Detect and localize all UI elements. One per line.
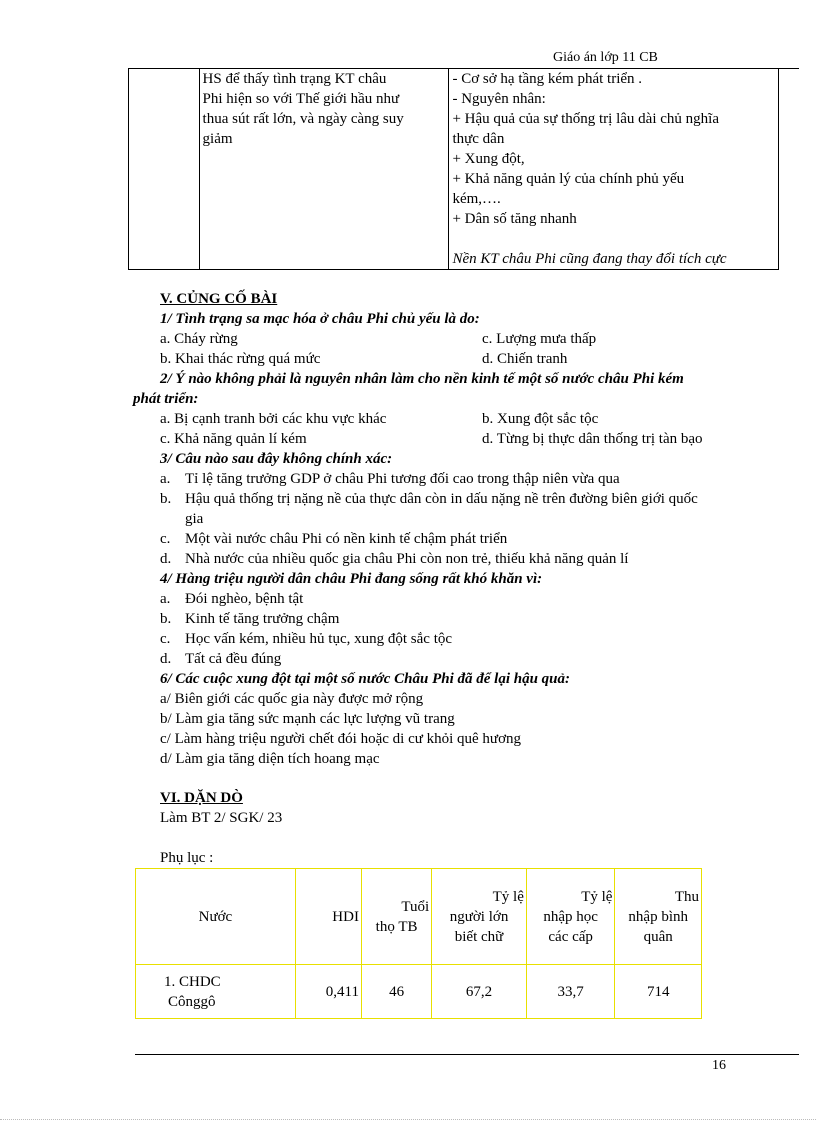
header-cell-enroll: [526, 869, 615, 965]
col2-line: giảm: [202, 131, 233, 147]
q4-option-a: Đói nghèo, bệnh tật: [185, 591, 304, 607]
header-text: Tỷ lệ: [492, 888, 524, 905]
q6-option-a: a/ Biên giới các quốc gia này được mở rộng: [160, 691, 424, 707]
q3-option-b-line-1: Hậu quả thống trị nặng nề của thực dân còn in dấu nặng nề trên đường biên giới quốc: [185, 491, 698, 507]
cell-income: 714: [615, 965, 702, 1019]
header-text: Tỷ lệ: [581, 888, 613, 905]
header-text: nhập bình: [628, 908, 688, 925]
appendix-table: [135, 868, 702, 1019]
cell-hdi: 0,411: [295, 965, 361, 1019]
continuation-col-3: [449, 69, 779, 270]
header-text: Nước: [198, 908, 233, 925]
question-2-line-2: phát triển:: [133, 391, 199, 407]
appendix-header-row: [136, 869, 702, 965]
section-6-title: VI. DẶN DÒ: [160, 790, 243, 806]
table-row: [136, 965, 702, 1019]
page-header: Giáo án lớp 11 CB: [553, 50, 658, 65]
q4-marker-b: b.: [160, 611, 172, 627]
q4-marker-a: a.: [160, 591, 171, 607]
page-number: 16: [712, 1058, 726, 1073]
header-text: Tuổi: [401, 898, 430, 915]
col2-line: Phi hiện so với Thế giới hầu như: [202, 91, 400, 107]
cell-literacy: 67,2: [432, 965, 527, 1019]
homework-text: Làm BT 2/ SGK/ 23: [160, 810, 283, 826]
q4-option-d: Tất cả đều đúng: [185, 651, 282, 667]
header-text: các cấp: [548, 928, 593, 945]
q3-marker-b: b.: [160, 491, 172, 507]
col3-line: - Cơ sở hạ tầng kém phát triển .: [452, 71, 643, 87]
q3-option-d: Nhà nước của nhiều quốc gia châu Phi còn non trẻ, thiếu khả năng quản lí: [185, 551, 629, 567]
header-text: biết chữ: [454, 928, 504, 945]
q2-option-d: d. Từng bị thực dân thống trị tàn bạo: [482, 431, 703, 447]
q3-option-c: Một vài nước châu Phi có nền kinh tế chậm phát triển: [185, 531, 508, 547]
q3-option-b-line-2: gia: [185, 511, 204, 527]
col3-line-italic: Nền KT châu Phi cũng đang thay đổi tích cực: [452, 251, 727, 267]
header-text: nhập học: [543, 908, 598, 925]
q6-option-d: d/ Làm gia tăng diện tích hoang mạc: [160, 751, 380, 767]
q4-marker-c: c.: [160, 631, 171, 647]
col3-line: - Nguyên nhân:: [452, 91, 546, 107]
section-5-title: V. CỦNG CỐ BÀI: [160, 291, 278, 307]
col3-line: [452, 229, 775, 249]
q1-option-d: d. Chiến tranh: [482, 351, 568, 367]
q6-option-c: c/ Làm hàng triệu người chết đói hoặc di cư khỏi quê hương: [160, 731, 521, 747]
col2-line: HS để thấy tình trạng KT châu: [202, 71, 387, 87]
header-cell-country: [136, 869, 296, 965]
question-1: 1/ Tình trạng sa mạc hóa ở châu Phi chủ yếu là do:: [160, 311, 480, 327]
question-3: 3/ Câu nào sau đây không chính xác:: [160, 451, 393, 467]
col2-line: thua sút rất lớn, và ngày càng suy: [202, 111, 404, 127]
q3-marker-c: c.: [160, 531, 171, 547]
appendix-label: Phụ lục :: [160, 850, 214, 866]
continuation-table: [128, 68, 779, 270]
header-cell-literacy: [432, 869, 527, 965]
header-text: Thu: [674, 888, 699, 905]
q3-marker-a: a.: [160, 471, 171, 487]
footer-rule: [135, 1054, 799, 1055]
header-text: quân: [643, 928, 673, 945]
header-text: người lớn: [449, 908, 509, 925]
q4-option-b: Kinh tế tăng trưởng chậm: [185, 611, 340, 627]
q4-option-c: Học vấn kém, nhiều hủ tục, xung đột sắc tộc: [185, 631, 453, 647]
q3-option-a: Tỉ lệ tăng trưởng GDP ở châu Phi tương đối cao trong thập niên vừa qua: [185, 471, 620, 487]
q3-marker-d: d.: [160, 551, 172, 567]
cell-enroll: 33,7: [526, 965, 615, 1019]
cell-life: 46: [361, 965, 431, 1019]
col3-line: kém,….: [452, 191, 501, 207]
cell-country: [136, 965, 296, 1019]
q1-option-b: b. Khai thác rừng quá mức: [160, 351, 321, 367]
question-4: 4/ Hàng triệu người dân châu Phi đang sống rất khó khăn vì:: [160, 571, 543, 587]
header-cell-income: [615, 869, 702, 965]
header-cell-hdi: [295, 869, 361, 965]
q1-option-a: a. Cháy rừng: [160, 331, 238, 347]
country-text: 1. CHDC: [164, 973, 221, 990]
continuation-col-1: [129, 69, 200, 270]
q1-option-c: c. Lượng mưa thấp: [482, 331, 597, 347]
q2-option-c: c. Khả năng quản lí kém: [160, 431, 307, 447]
q2-option-b: b. Xung đột sắc tộc: [482, 411, 599, 427]
q2-option-a: a. Bị cạnh tranh bởi các khu vực khác: [160, 411, 387, 427]
q6-option-b: b/ Làm gia tăng sức mạnh các lực lượng vũ trang: [160, 711, 455, 727]
col3-line: + Khả năng quản lý của chính phủ yếu: [452, 171, 685, 187]
header-cell-life: [361, 869, 431, 965]
q4-marker-d: d.: [160, 651, 172, 667]
question-6: 6/ Các cuộc xung đột tại một số nước Châu Phi đã để lại hậu quả:: [160, 671, 571, 687]
header-text: thọ TB: [375, 918, 418, 935]
col3-line: + Dân số tăng nhanh: [452, 211, 577, 227]
continuation-col-2: [199, 69, 449, 270]
col3-line: + Hậu quả của sự thống trị lâu dài chủ nghĩa: [452, 111, 719, 127]
page-edge-dotted-line: [0, 1119, 816, 1120]
col3-line: + Xung đột,: [452, 151, 525, 167]
question-2-line-1: 2/ Ý nào không phải là nguyên nhân làm cho nền kinh tế một số nước châu Phi kém: [160, 371, 684, 387]
header-text: HDI: [332, 908, 359, 925]
col3-line: thực dân: [452, 131, 505, 147]
country-text: Cônggô: [168, 993, 216, 1010]
